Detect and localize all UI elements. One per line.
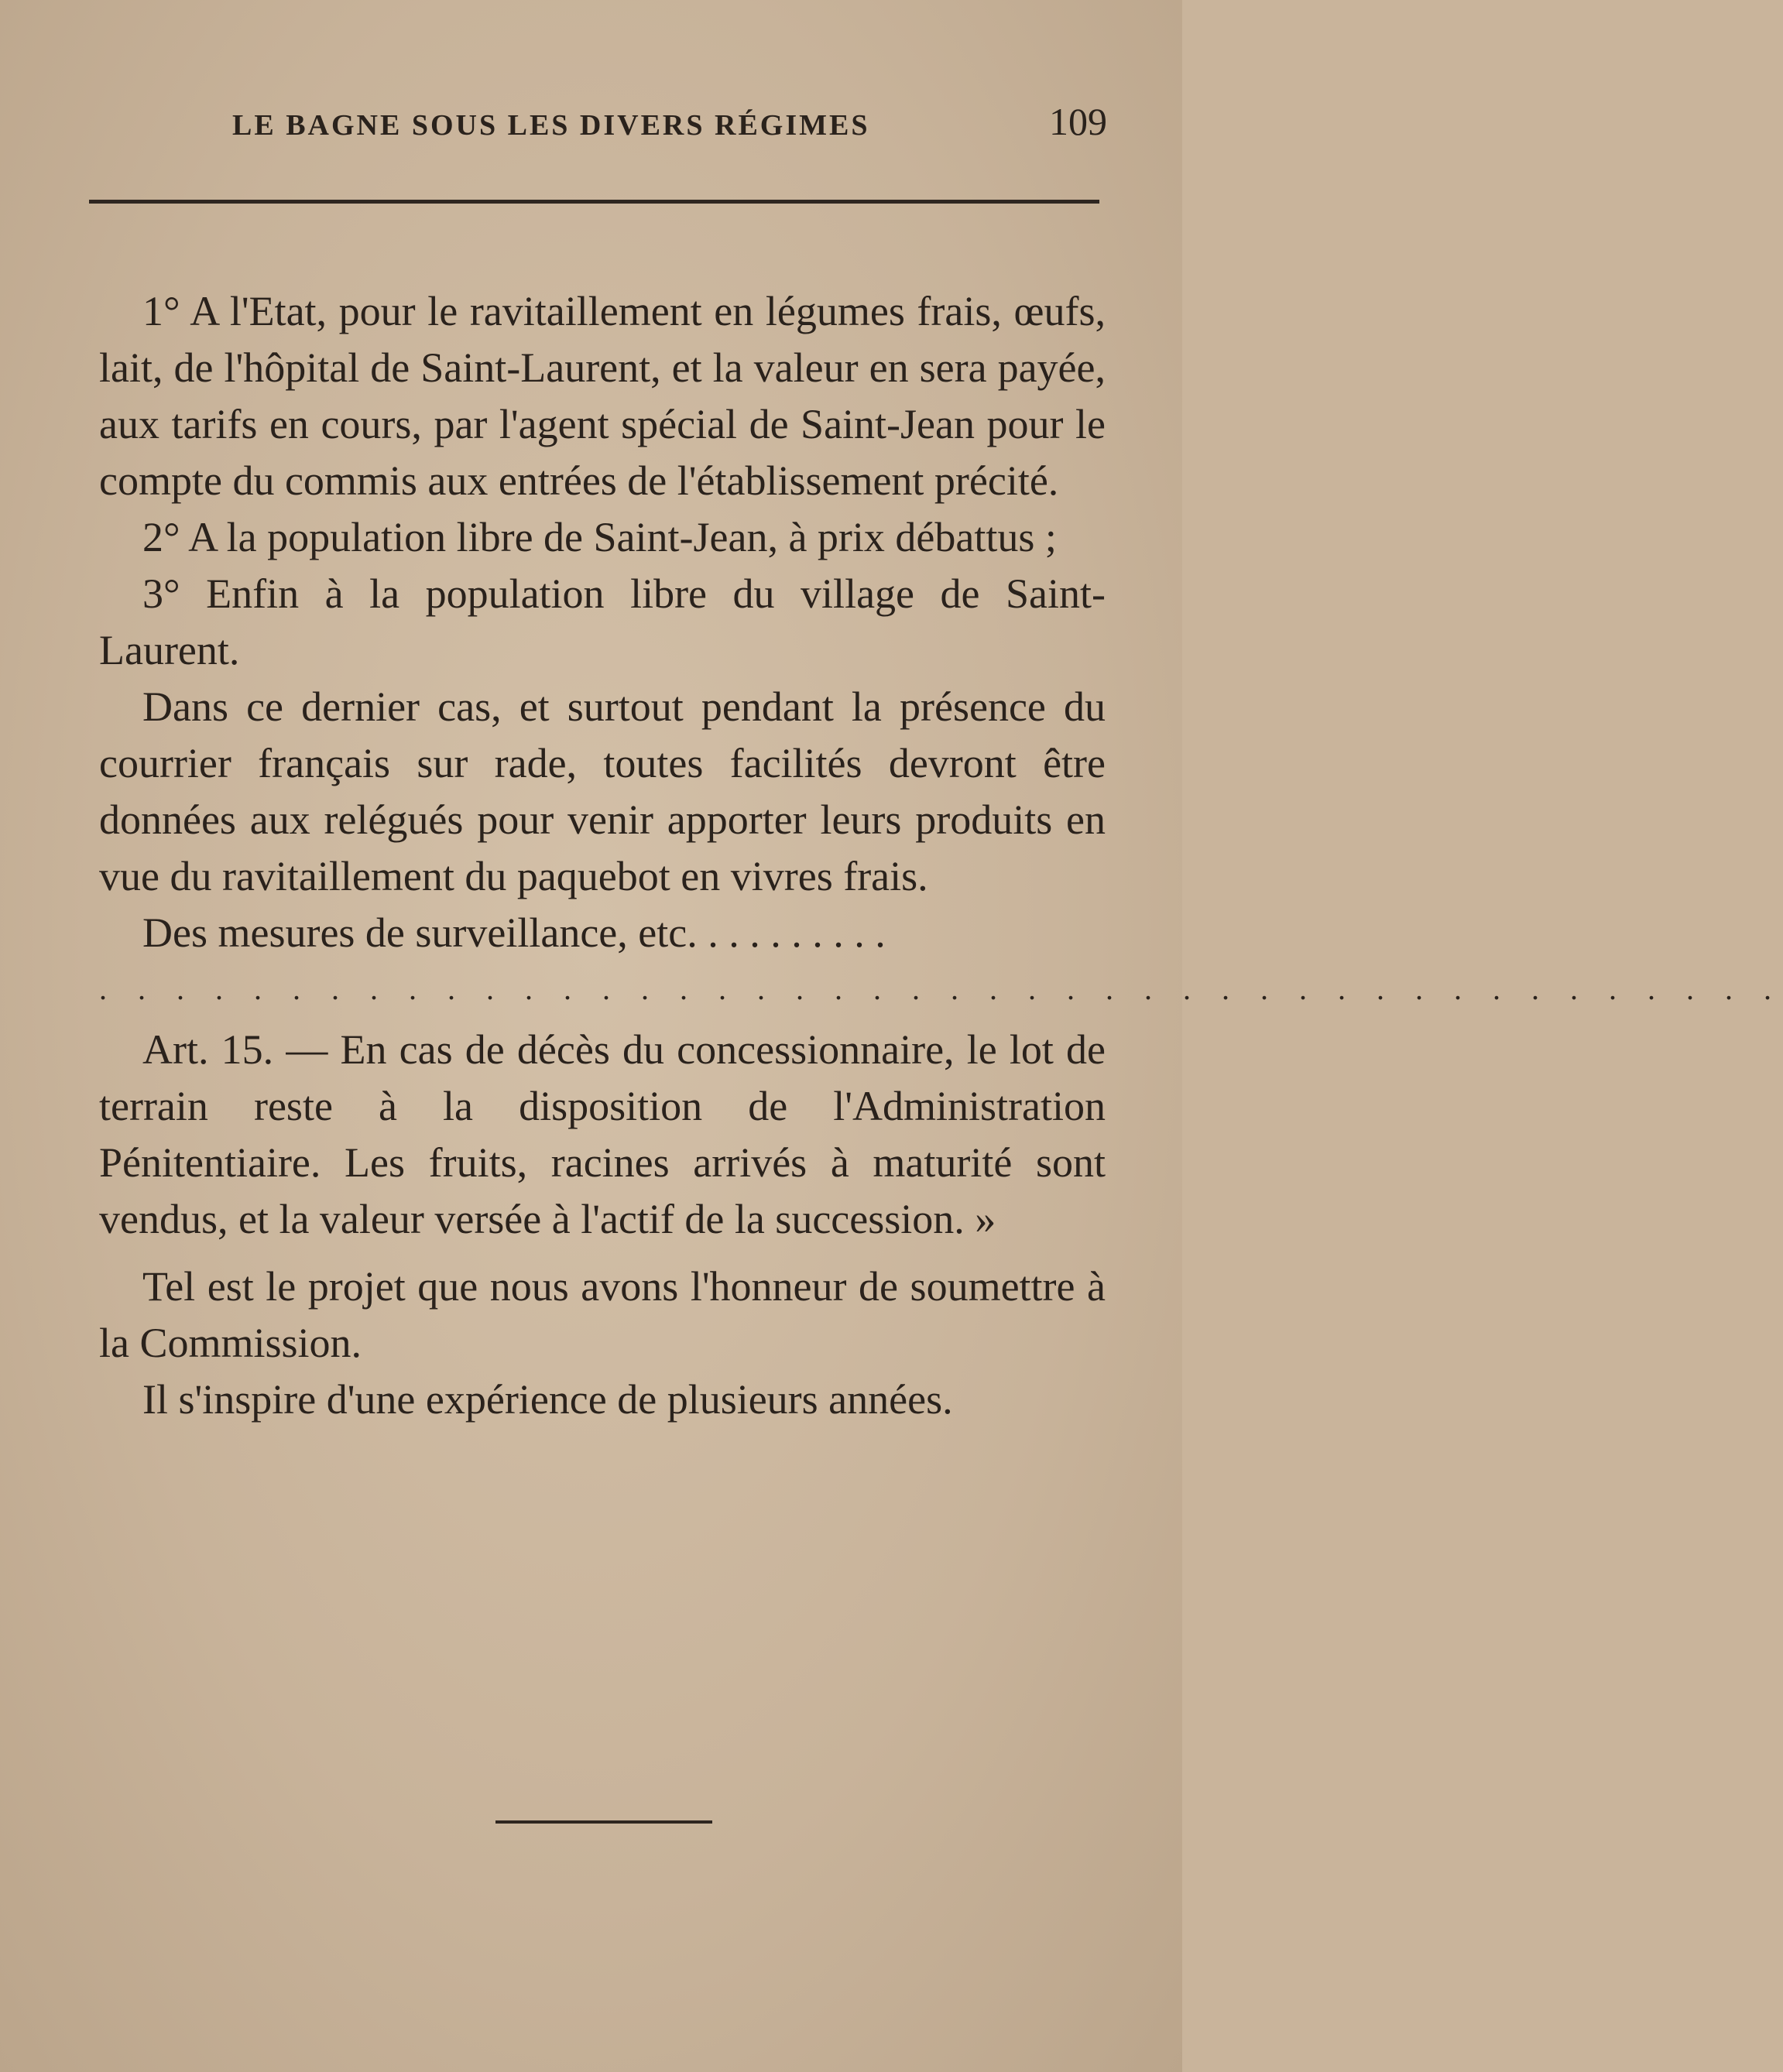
paragraph-1: 1° A l'Etat, pour le ravitaillement en légumes frais, œufs, lait, de l'hôpital de Saint-Laurent, et la valeur en sera payée, aux tarifs en cours, par l'agent spécial de Saint-Jean pour le compte du commis aux entrées de l'établissement précité.: [99, 288, 1106, 504]
paragraph-2: 2° A la population libre de Saint-Jean, à prix débattus ;: [142, 514, 1057, 560]
header-rule: [89, 200, 1099, 204]
page-number: 109: [1049, 100, 1107, 143]
paragraph-5: Des mesures de surveillance, etc. . . . . . . . . .: [142, 909, 886, 956]
paragraph-7: Tel est le projet que nous avons l'honneur de soumettre à la Commission.: [99, 1263, 1106, 1366]
paragraph-4: Dans ce dernier cas, et surtout pendant la présence du courrier français sur rade, toutes facilités devront être données aux relégués pour venir apporter leurs produits en vue du ravitaillement du paquebot en vivres frais.: [99, 683, 1106, 899]
paragraph-8: Il s'inspire d'une expérience de plusieurs années.: [142, 1376, 953, 1423]
body-text: [99, 283, 1783, 1428]
paragraph-article-15: Art. 15. — En cas de décès du concessionnaire, le lot de terrain reste à la disposition de l'Administration Pénitentiaire. Les fruits, racines arrivés à maturité sont vendus, et la valeur versée à l'actif de la succession. »: [99, 1026, 1106, 1242]
running-title: LE BAGNE SOUS LES DIVERS RÉGIMES: [232, 109, 870, 142]
paragraph-gap: [99, 1248, 1106, 1259]
end-rule: [495, 1820, 712, 1824]
ellipsis-line: . . . . . . . . . . . . . . . . . . . . . . . . . . . . . . . . . . . . . . . . . . . .: [99, 971, 1783, 1006]
paragraph-3: 3° Enfin à la population libre du village de Saint-Laurent.: [99, 570, 1106, 673]
